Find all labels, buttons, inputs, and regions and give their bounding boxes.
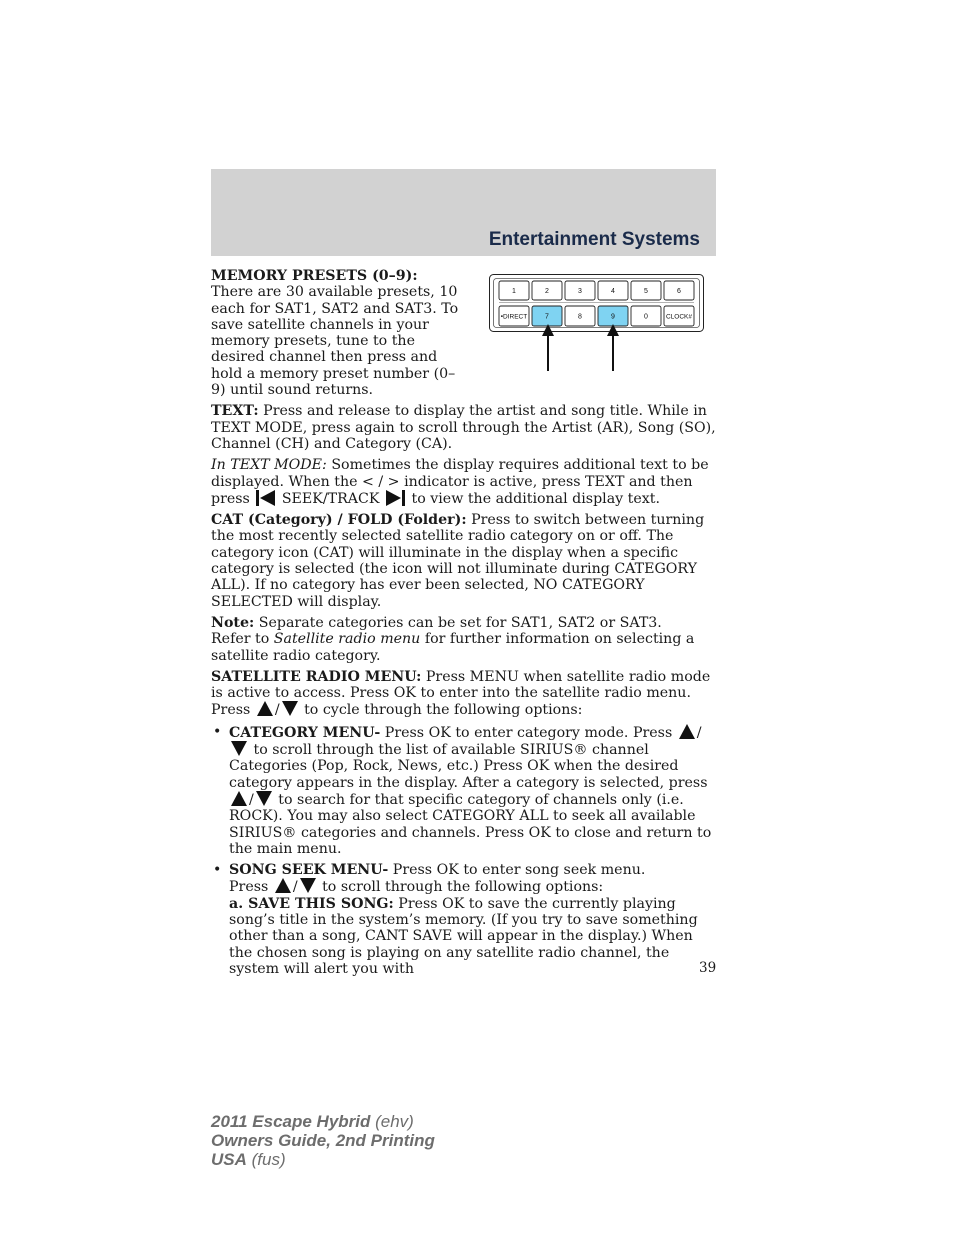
keypad-label-clock: CLOCK# <box>665 313 693 321</box>
song-seek-press-line <box>229 878 717 895</box>
cycle-text: to cycle through the following options: <box>304 702 583 719</box>
category-menu-item <box>211 724 717 857</box>
keypad-label-0: 0 <box>644 313 648 321</box>
satellite-radio-menu-heading: SATELLITE RADIO MENU: <box>211 668 422 685</box>
scroll-text: to scroll through the following options: <box>322 879 604 896</box>
keypad-label-3: 3 <box>578 288 582 295</box>
satellite-radio-menu-text: Press MENU when satellite radio mode is active to access. Press OK to enter into the satellite radio menu. <box>211 668 711 702</box>
song-seek-menu-item <box>211 862 717 977</box>
keypad-label-7: 7 <box>545 313 549 321</box>
up-arrow-icon <box>231 791 247 806</box>
memory-presets-heading: MEMORY PRESETS (0–9): <box>211 268 418 284</box>
memory-presets-text: There are 30 available presets, 10 each for SAT1, SAT2 and SAT3. To save satellite channels in your memory presets, tune to the desired channel then press and hold a memory preset number (0–9) until sound returns. <box>211 284 459 399</box>
satellite-radio-menu-reference: Satellite radio menu <box>273 631 421 648</box>
footer-printing: Owners Guide, 2nd Printing <box>211 1131 435 1150</box>
seek-forward-icon <box>386 490 406 506</box>
category-menu-text2: to scroll through the list of available SIRIUS® channel Categories (Pop, Rock, News, etc.) Press OK when the desired category appears in the display. After a category is selected, press <box>229 742 708 791</box>
header-band <box>211 169 716 256</box>
category-folder-heading: CAT (Category) / FOLD (Folder): <box>211 512 467 529</box>
text-mode-description: Sometimes the display requires additional text to be displayed. When the < / > indicator is active, press TEXT and then <box>211 457 709 490</box>
up-arrow-icon <box>257 701 273 716</box>
seek-back-icon <box>256 490 276 506</box>
down-arrow-icon <box>256 791 272 806</box>
slash: / <box>249 791 254 808</box>
keypad-label-2: 2 <box>545 288 549 295</box>
slash: / <box>696 724 702 741</box>
text-description: Press and release to display the artist and song title. While in TEXT MODE, press again to scroll through the Artist (AR), Song (SO), Channel (CH) and Category (CA). <box>211 403 716 452</box>
keypad-label-4: 4 <box>611 288 615 295</box>
page-body <box>211 268 717 982</box>
text-heading: TEXT: <box>211 403 259 420</box>
press-word: press <box>211 490 250 507</box>
refer-prefix: Refer to <box>211 631 274 648</box>
note-paragraph <box>211 615 717 664</box>
refer-suffix: for further information on selecting a satellite radio category. <box>211 631 695 664</box>
keypad-label-1: 1 <box>512 288 516 295</box>
section-title: Entertainment Systems <box>488 229 700 250</box>
song-seek-menu-heading: SONG SEEK MENU- <box>229 862 389 879</box>
up-arrow-icon <box>679 724 695 739</box>
category-menu-text1: Press OK to enter category mode. Press <box>380 724 673 741</box>
keypad-label-8: 8 <box>578 313 582 321</box>
down-arrow-icon <box>300 878 316 893</box>
save-this-song-text: Press OK to save the currently playing song’s title in the system’s memory. (If you try to save something other than a song, CANT SAVE will appear in the display.) When the chosen song is playing on any satellite radio channel, the system will alert you with <box>229 895 698 977</box>
note-heading: Note: <box>211 614 255 631</box>
save-this-song-paragraph <box>229 896 717 977</box>
text-mode-paragraph <box>211 457 717 507</box>
slash: / <box>274 702 280 719</box>
seek-tail-text: to view the additional display text. <box>411 490 660 507</box>
song-seek-menu-text: Press OK to enter song seek menu. <box>388 862 646 879</box>
press-word: Press <box>211 702 251 719</box>
slash: / <box>292 879 298 896</box>
footer-line-2 <box>211 1131 435 1150</box>
up-arrow-icon <box>275 878 291 893</box>
category-folder-text: Press to switch between turning the most recently selected satellite radio category on or off. The category icon (CAT) will illuminate in the display when a specific category is selected (the icon will not illuminate during CATEGORY ALL). If no category has ever been selected, NO CATEGORY SELECTED will display. <box>211 512 705 610</box>
footer-model-code: (ehv) <box>370 1112 414 1131</box>
category-folder-paragraph <box>211 512 717 610</box>
page-number: 39 <box>699 960 717 976</box>
category-menu-text3: to search for that specific category of channels only (i.e. ROCK). You may also select CATEGORY ALL to seek all available SIRIUS® categories and channels. Press OK to close and return to the main menu. <box>229 791 712 857</box>
keypad-label-5: 5 <box>644 288 648 295</box>
footer-market: USA <box>211 1150 247 1169</box>
save-this-song-heading: a. SAVE THIS SONG: <box>229 895 394 912</box>
footer-model: 2011 Escape Hybrid <box>211 1112 371 1131</box>
press-word: Press <box>229 879 269 896</box>
text-paragraph <box>211 403 717 452</box>
keypad-label-direct: •DIRECT <box>500 313 528 321</box>
footer <box>211 1112 435 1169</box>
memory-presets-paragraph <box>211 268 461 398</box>
seek-track-label: SEEK/TRACK <box>281 490 380 507</box>
down-arrow-icon <box>282 701 298 716</box>
footer-market-code: (fus) <box>246 1150 286 1169</box>
note-text: Separate categories can be set for SAT1, SAT2 or SAT3. <box>254 614 662 631</box>
keypad-label-9: 9 <box>611 313 615 321</box>
text-mode-label: In TEXT MODE: <box>211 457 327 474</box>
footer-line-1 <box>211 1112 435 1131</box>
satellite-radio-menu-paragraph <box>211 669 717 719</box>
down-arrow-icon <box>231 741 247 756</box>
keypad-label-6: 6 <box>677 288 681 295</box>
footer-line-3 <box>211 1150 435 1169</box>
category-menu-heading: CATEGORY MENU- <box>229 724 381 741</box>
